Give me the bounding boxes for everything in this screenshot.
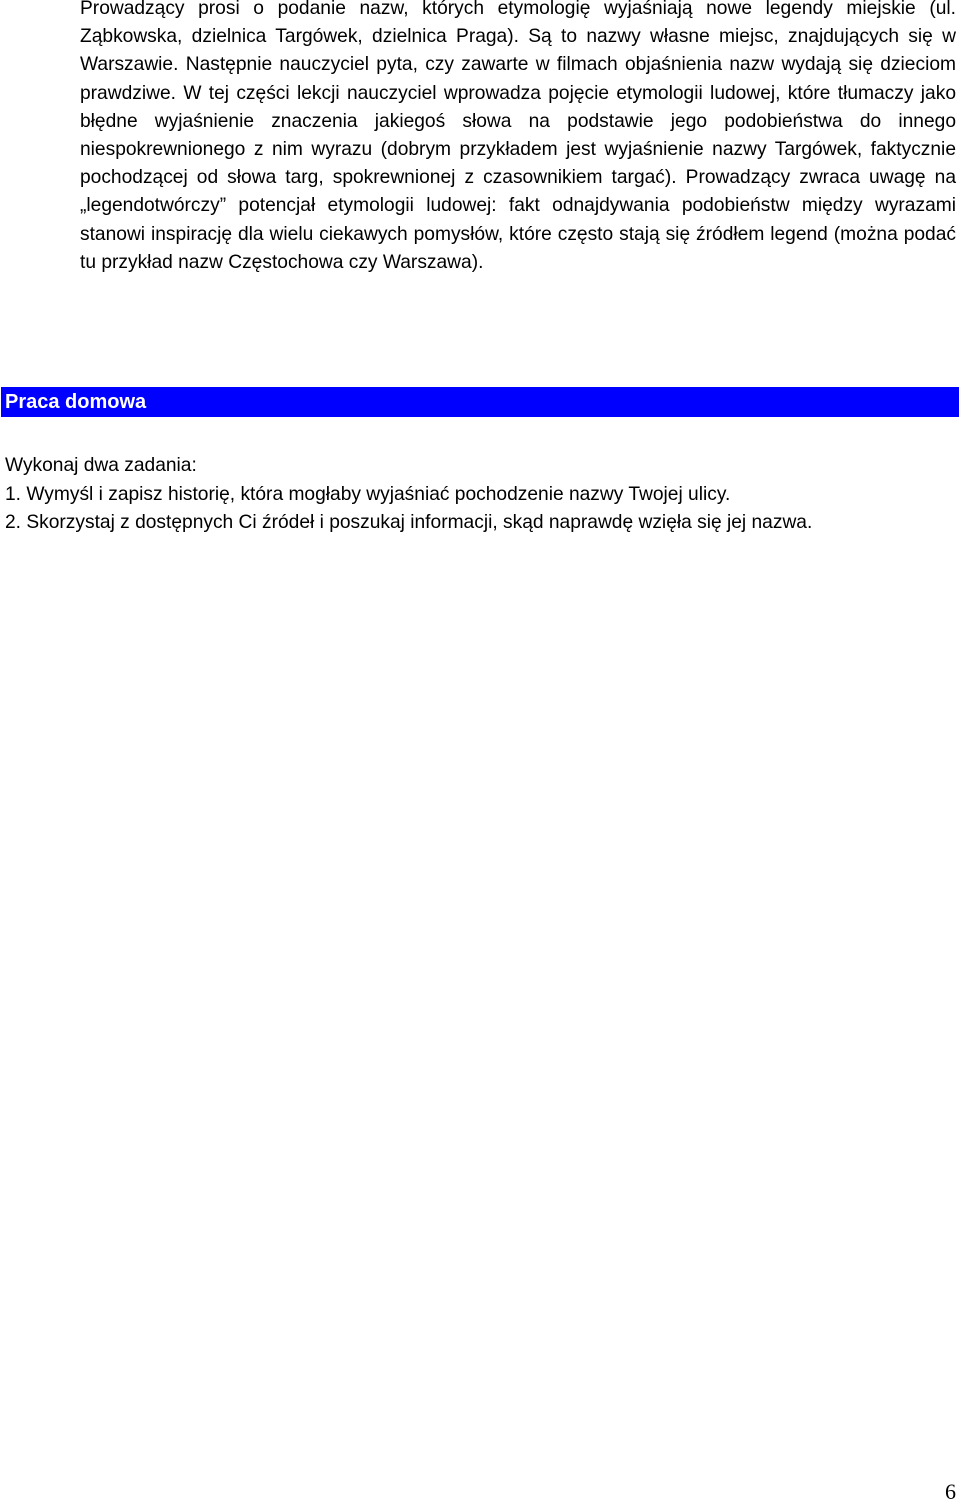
homework-section-header [1, 387, 959, 417]
homework-lead: Wykonaj dwa zadania: [5, 455, 197, 476]
homework-task-1: 1. Wymyśl i zapisz historię, która mogłaby wyjaśniać pochodzenie nazwy Twojej ulicy. [5, 483, 731, 505]
page-number: 6 [945, 1479, 956, 1504]
homework-content [5, 452, 945, 538]
lesson-paragraph-part-2: W tej części lekcji nauczyciel wprowadza pojęcie etymologii ludowej, które tłumaczy jako błędne wyjaśnienie znaczenia jakiegoś słowa na podstawie jego podobieństwa do innego niespokrewnionego z nim wyrazu (dobrym przykładem jest wyjaśnienie nazwy Targówek, faktycznie pochodzącej od słowa targ, spokrewnionej z czasownikiem targać). [80, 82, 956, 189]
lesson-paragraph-part-1: Prowadzący prosi o podanie nazw, których etymologię wyjaśniają nowe legendy miejskie (ul. Ząbkowska, dzielnica Targówek, dzielnica Praga). Są to nazwy własne miejsc, znajdujących się w Warszawie. Następnie nauczyciel pyta, czy zawarte w filmach objaśnienia nazw wydają się dzieciom prawdziwe. [80, 0, 956, 104]
homework-section-title: Praca domowa [5, 391, 147, 413]
homework-task-2: 2. Skorzystaj z dostępnych Ci źródeł i poszukaj informacji, skąd naprawdę wzięła się jej nazwa. [5, 512, 813, 533]
lesson-paragraph [80, 0, 956, 277]
lesson-paragraph-part-3: Prowadzący zwraca uwagę na „legendotwórczy” potencjał etymologii ludowej: fakt odnajdywania podobieństw między wyrazami stanowi inspirację dla wielu ciekawych pomysłów, które często stają się źródłem legend (można podać tu przykład nazw Częstochowa czy Warszawa). [80, 167, 956, 273]
